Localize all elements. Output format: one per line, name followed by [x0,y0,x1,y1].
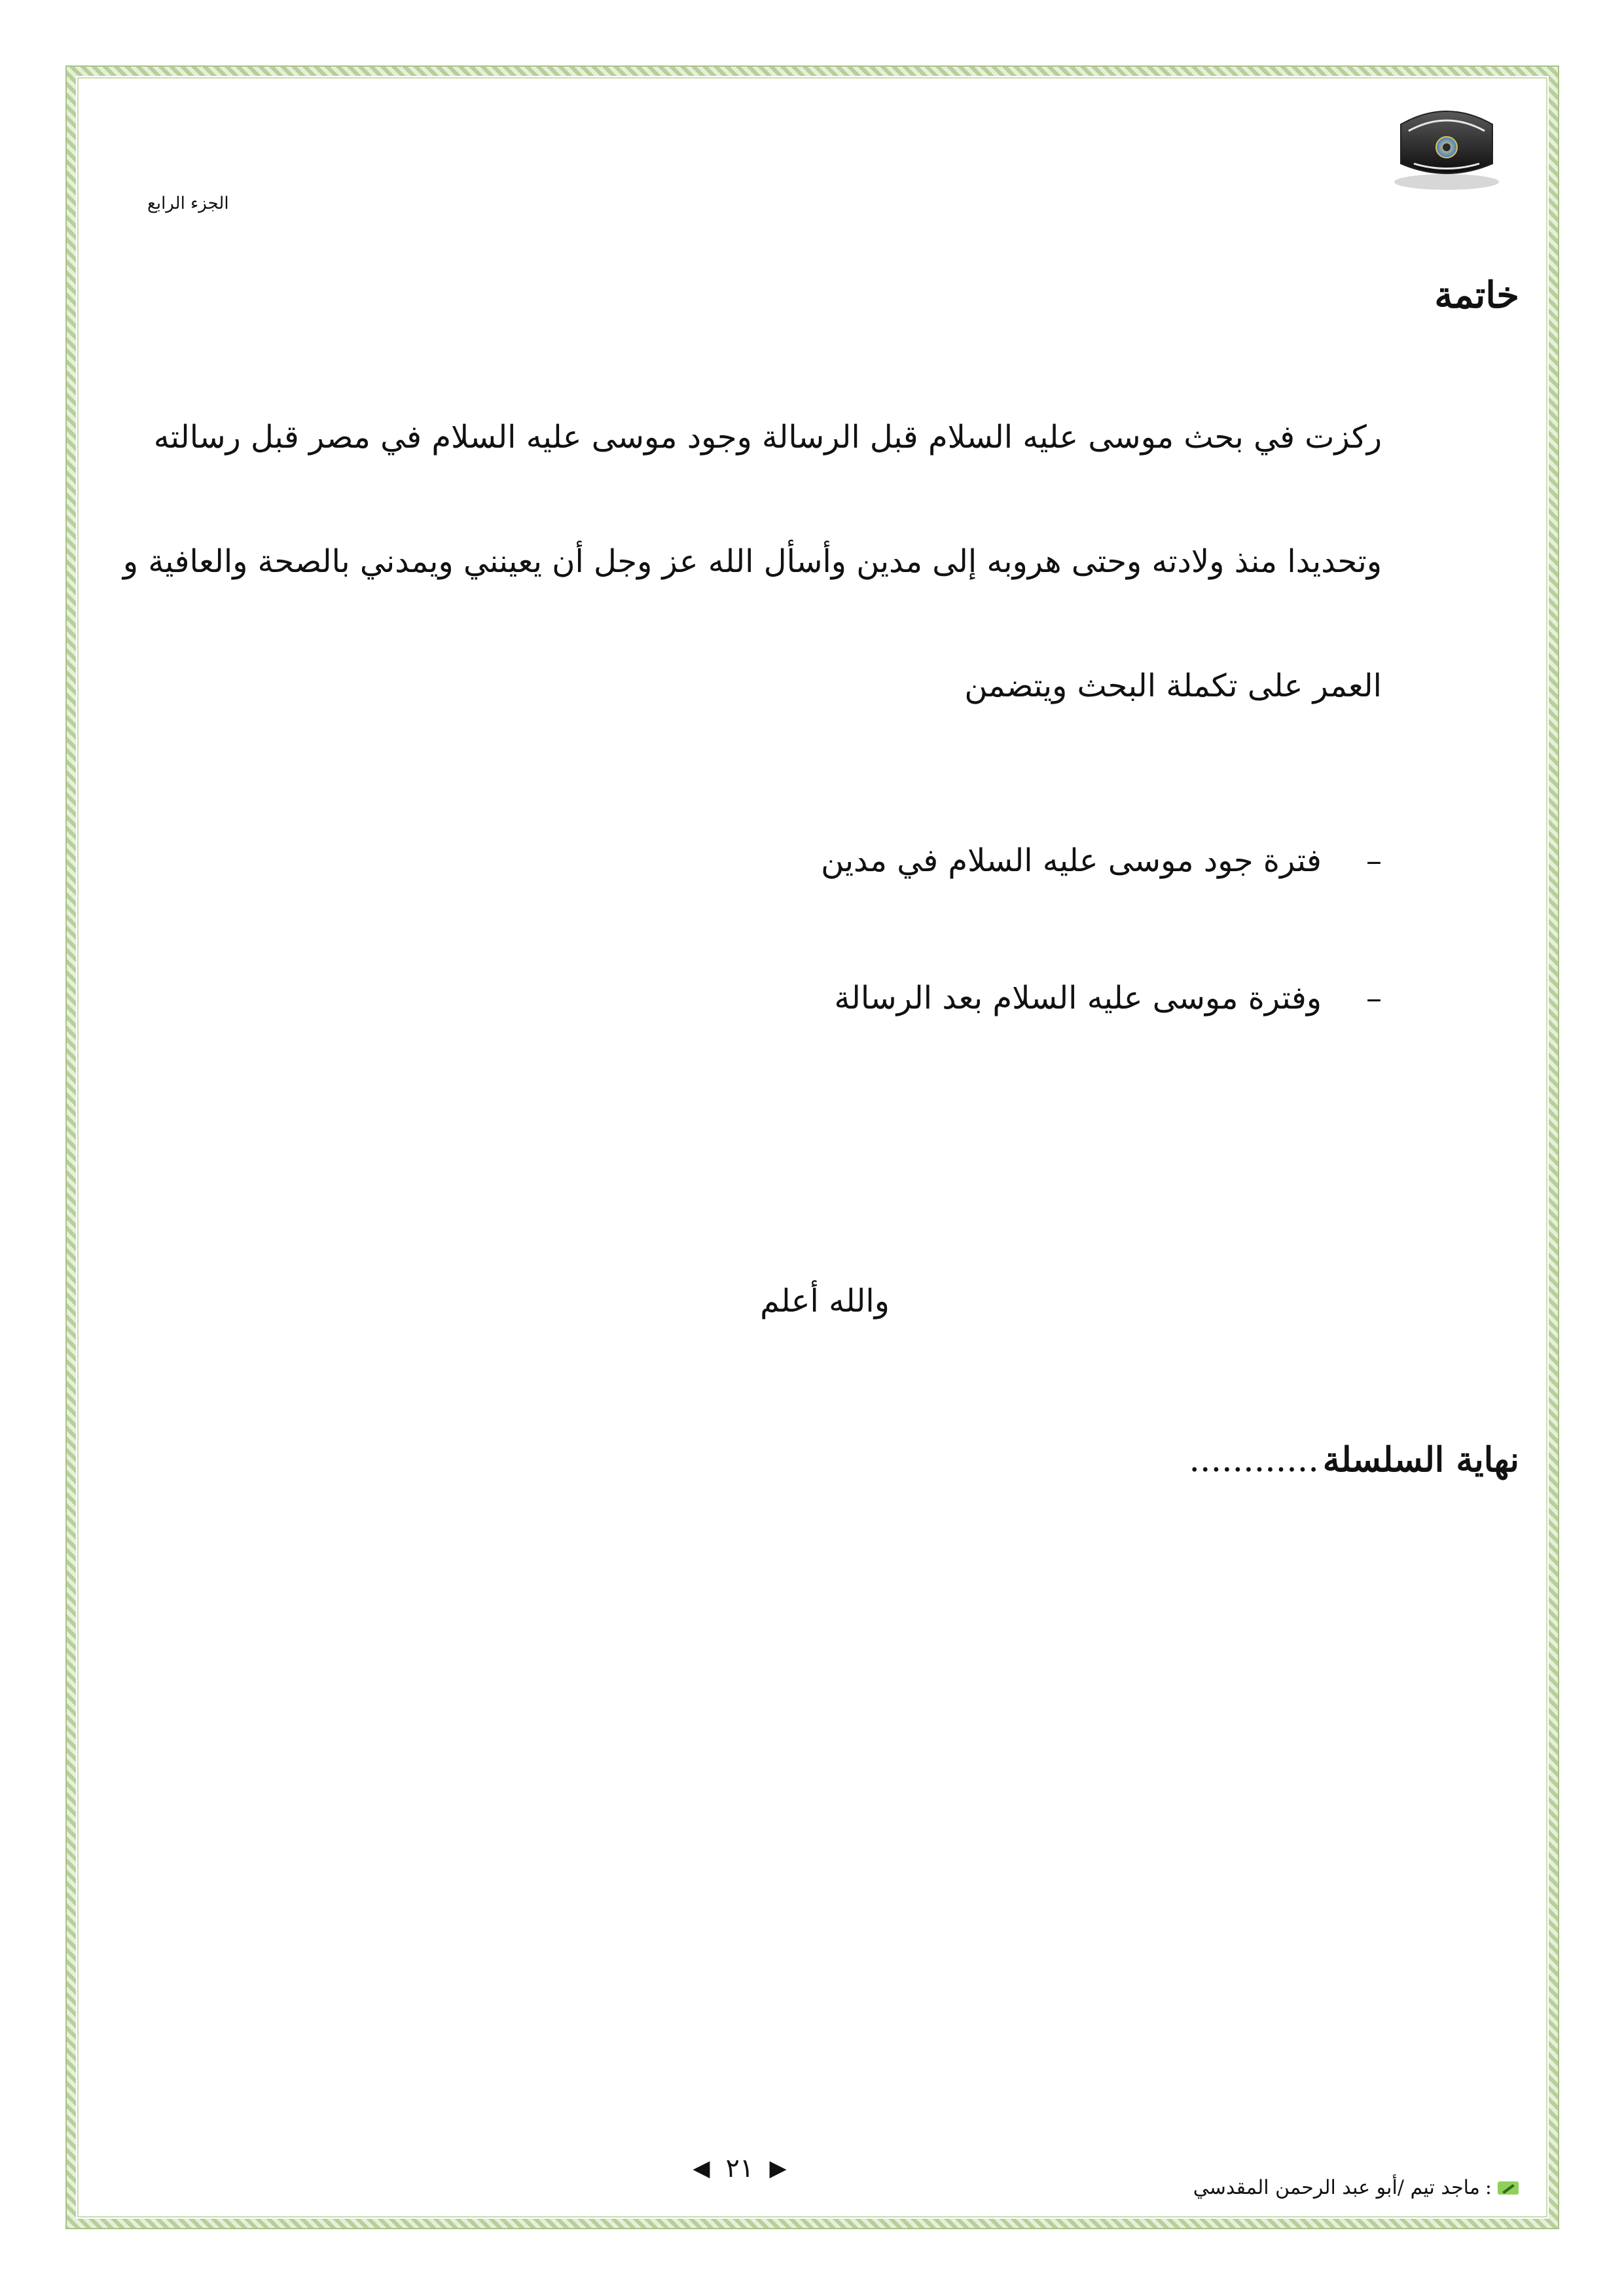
list-item [821,929,1382,1067]
part-label: الجزء الرابع [147,194,229,213]
page-number-value: ٢١ [725,2153,754,2183]
pen-icon [1497,2180,1519,2196]
paragraph-line: وتحديدا منذ ولادته وحتى هروبه إلى مدين وأسأل الله عز وجل أن يعينني ويمدني بالصحة والعافية و [122,543,1382,580]
bullet-marker: – [1366,980,1382,1016]
conclusion-paragraph [105,419,1382,792]
author-credit [1193,2176,1519,2199]
list-item-text: فترة جود موسى عليه السلام في مدين [821,842,1322,879]
page-number [674,2153,805,2183]
series-end-label: نهاية السلسلة [1322,1440,1519,1480]
prev-arrow-icon: ◀ [693,2155,710,2181]
series-end [1189,1440,1519,1480]
paragraph-line: العمر على تكملة البحث ويتضمن [964,668,1382,704]
series-end-dots: ............ [1189,1441,1319,1480]
bullet-marker: – [1366,842,1382,879]
section-title: خاتمة [1434,274,1519,317]
list-item-text: وفترة موسى عليه السلام بعد الرسالة [834,980,1322,1016]
closing-phrase: والله أعلم [760,1283,890,1319]
next-arrow-icon: ▶ [769,2155,787,2181]
author-name: ماجد تيم /أبو عبد الرحمن المقدسي [1193,2176,1480,2199]
bullet-list [821,792,1382,1067]
islamic-emblem-icon [1388,98,1506,196]
list-item [821,792,1382,929]
page-border-inner [77,77,1547,2217]
paragraph-line: ركزت في بحث موسى عليه السلام قبل الرسالة وجود موسى عليه السلام في مصر قبل رسالته [153,419,1382,456]
author-prefix: : [1485,2176,1492,2199]
